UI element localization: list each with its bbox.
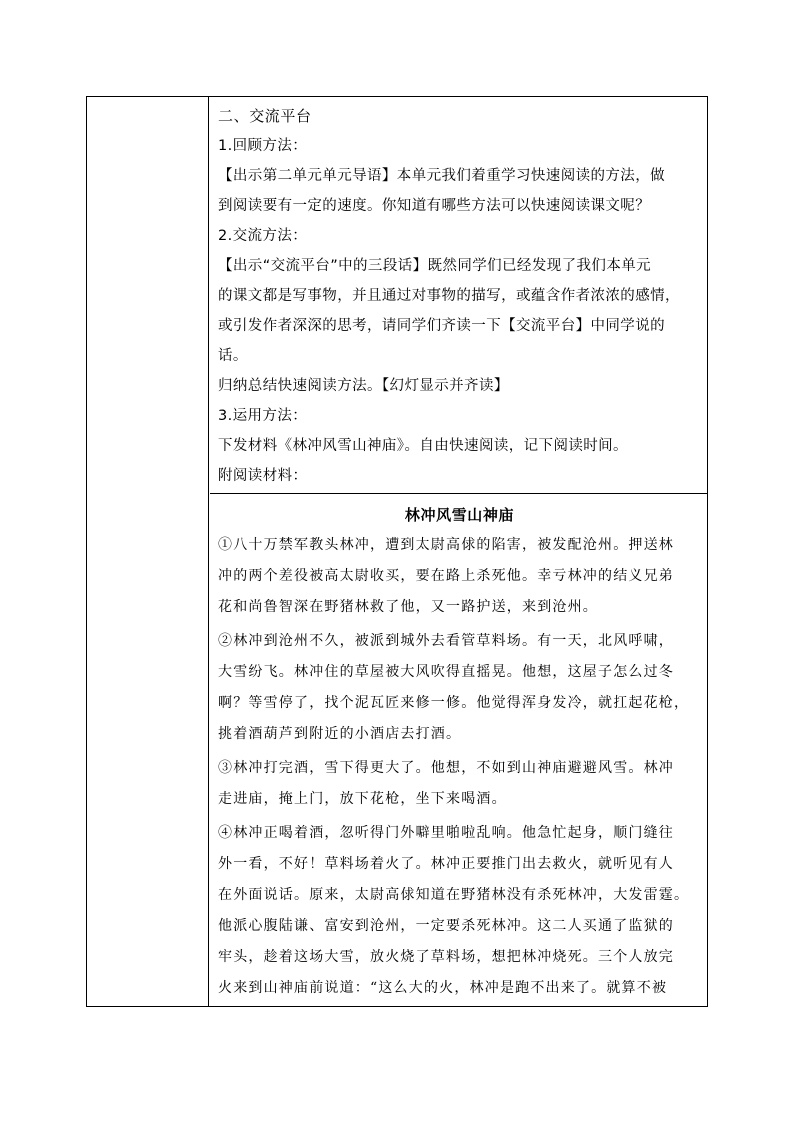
text-line: 到阅读要有一定的速度。你知道有哪些方法可以快速阅读课文呢？ (218, 198, 651, 214)
reading-line: 牢头，趁着这场大雪，放火烧了草料场，想把林冲烧死。三个人放完 (218, 949, 674, 965)
reading-line: 啊？等雪停了，找个泥瓦匠来修一修。他觉得浑身发冷，就扛起花枪， (218, 695, 690, 711)
step-title: 3.运用方法： (218, 408, 308, 424)
reading-paragraph (218, 818, 701, 1004)
reading-line: 挑着酒葫芦到附近的小酒店去打酒。 (218, 726, 462, 742)
reading-paragraph (218, 530, 701, 623)
text-line: 【出示“交流平台”中的三段话】既然同学们已经发现了我们本单元 (218, 258, 652, 274)
text-line: 的课文都是写事物，并且通过对事物的描写，或蕴含作者浓浓的感情， (218, 288, 680, 304)
reading-title: 林冲风雪山神庙 (404, 506, 515, 524)
text-line: 附阅读材料： (218, 468, 308, 484)
text-line: 下发材料《林冲风雪山神庙》。自由快速阅读，记下阅读时间。 (218, 438, 628, 454)
reading-paragraph (218, 753, 701, 815)
content-cell (210, 97, 707, 1006)
reading-line: 在外面说话。原来，太尉高俅知道在野猪林没有杀死林冲，大发雷霆。 (218, 887, 690, 903)
reading-line: 花和尚鲁智深在野猪林救了他，又一路护送，来到沧州。 (218, 599, 598, 615)
text-line: 或引发作者深深的思考，请同学们齐读一下【交流平台】中同学说的 (218, 318, 665, 334)
reading-line: 火来到山神庙前说道：“这么大的火，林冲是跑不出来了。就算不被 (218, 980, 668, 996)
step-title: 2.交流方法： (218, 228, 308, 244)
reading-line: 冲的两个差役被高太尉收买，要在路上杀死他。幸亏林冲的结义兄弟 (218, 568, 674, 584)
text-line: 话。 (218, 348, 248, 364)
reading-paragraph (218, 626, 701, 750)
text-line: 【出示第二单元单元导语】本单元我们着重学习快速阅读的方法，做 (218, 168, 665, 184)
reading-line: 大雪纷飞。林冲住的草屋被大风吹得直摇晃。他想，这屋子怎么过冬 (218, 664, 674, 680)
section-heading: 二、交流平台 (218, 107, 312, 125)
reading-line: 外一看，不好！草料场着火了。林冲正要推门出去救火，就听见有人 (218, 856, 674, 872)
reading-body (218, 530, 701, 1004)
reading-line: ②林冲到沧州不久，被派到城外去看管草料场。有一天，北风呼啸， (218, 633, 674, 649)
reading-line: ③林冲打完酒，雪下得更大了。他想，不如到山神庙避避风雪。林冲 (218, 760, 674, 776)
reading-material (210, 493, 707, 1004)
text-line: 归纳总结快速阅读方法。【幻灯显示并齐读】 (218, 378, 509, 394)
step-title: 1.回顾方法： (218, 138, 308, 154)
reading-line: 他派心腹陆谦、富安到沧州，一定要杀死林冲。这二人买通了监狱的 (218, 918, 674, 934)
reading-line: ①八十万禁军教头林冲，遭到太尉高俅的陷害，被发配沧州。押送林 (218, 537, 674, 553)
reading-line: ④林冲正喝着酒，忽听得门外噼里啪啦乱响。他急忙起身，顺门缝往 (218, 825, 674, 841)
lesson-table (86, 96, 708, 1007)
left-column-cell (87, 97, 209, 1006)
reading-line: 走进庙，掩上门，放下花枪，坐下来喝酒。 (218, 791, 507, 807)
